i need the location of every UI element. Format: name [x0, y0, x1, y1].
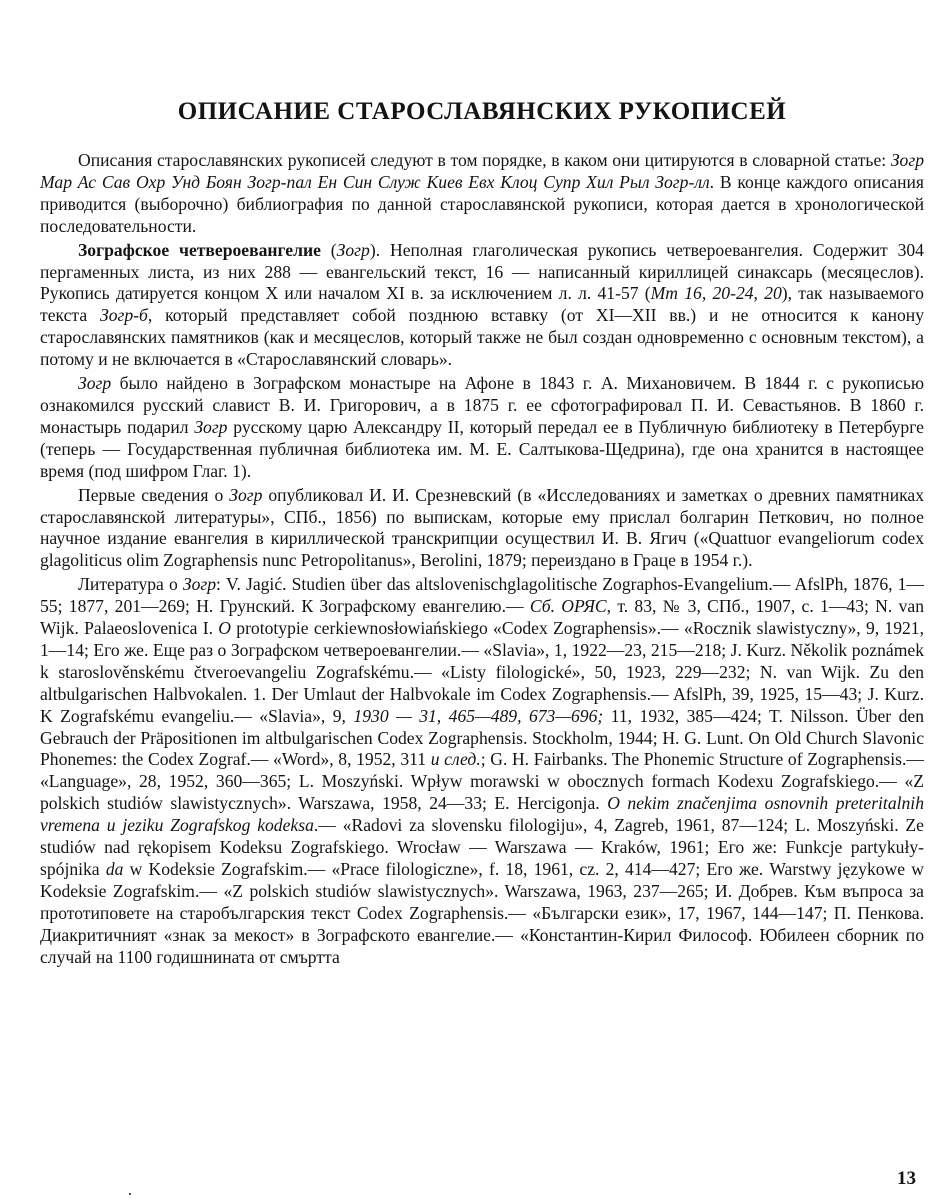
manuscript-abbreviation: Зогр: [78, 373, 112, 394]
zogr-description-paragraph: [40, 240, 924, 371]
bibliography-paragraph: [40, 574, 924, 968]
journal-title: Сб. ОРЯС: [529, 596, 607, 617]
manuscript-name: Зографское четвероевангелие: [78, 239, 321, 260]
zogr-history-paragraph: [40, 373, 924, 483]
manuscript-abbreviation: Зогр: [182, 574, 217, 595]
text-run: 11, 1932, 385—424; T. Nilsson. Über den Gebrauch der Präpositionen im altbulgarischen Codex Zographensis. Stockholm, 1944; H. G. Lunt. On Old Church Slavonic Phonemes: the Codex Zograf.— «Word», 8, 1952, 311: [40, 705, 925, 770]
italic-run: 1930 — 31, 465—489, 673—696;: [353, 705, 604, 726]
text-run: Литература о: [78, 574, 183, 595]
manuscript-abbreviation: Зогр-б: [99, 305, 148, 326]
text-run: было найдено в Зографском монастыре на Афоне в 1843 г. А. Михановичем. В 1844 г. с рукописью ознакомился русский славист В. И. Григорович, а в 1875 г. ее сфотографировал П. И. Севастьянов. В 1860 г. монастырь подарил: [40, 373, 924, 437]
manuscript-abbreviation: Зогр: [194, 416, 228, 437]
manuscript-abbreviation: Зогр: [336, 239, 370, 260]
manuscript-abbreviation: Зогр: [229, 484, 263, 505]
text-run: : V. Jagić. Studien über das altslovenischglagolitische Zographos-Evangelium.— AfslPh, 1876, 1—55; 1877, 201—269; Н. Грунский. К Зографскому евангелию.—: [40, 574, 925, 617]
citation-ref: Мт 16, 20-24, 20: [650, 283, 782, 304]
text-run: w Kodeksie Zografskim.— «Prace filologiczne», f. 18, 1961, cz. 2, 414—427; Его же. Warstwy językowe w Kodeksie Zografskim.— «Z polskich studiów slawistycznych». Warszawa, 1963, 237—265; И. Добрев. Към въпроса за прототиповете на старобългарския текст Codex Zographensis.— «Български език», 17, 1967, 144—147; П. Пенкова. Диакритичният «знак за мекост» в Зографското евангелие.— «Константин-Кирил Философ. Юбилеен сборник по случай на 1100 годишнината от смъртта: [40, 859, 924, 967]
text-run: ), так называемого текста: [40, 283, 924, 326]
text-run: .— «Radovi za slovensku filologiju», 4, Zagreb, 1961, 87—124; L. Moszyński. Ze studiów nad rękopisem Kodeksu Zografskiego. Wrocław — Warszawa — Kraków, 1961; Его же: Funkcje partykuły-spójnika: [40, 815, 924, 879]
text-run: Первые сведения о: [78, 484, 230, 505]
text-run: русскому царю Александру II, который передал ее в Публичную библиотеку в Петербурге (теперь — Государственная публичная библиотека им. М. Е. Салтыкова-Щедрина), где она хранится в настоящее время (под шифром Глаг. 1).: [40, 416, 924, 481]
italic-run: da: [105, 859, 124, 879]
text-run: . В конце каждого описания приводится (выборочно) библиография по данной старославянской рукописи, которая дается в хронологической последовательности.: [40, 171, 925, 236]
page-title: ОПИСАНИЕ СТАРОСЛАВЯНСКИХ РУКОПИСЕЙ: [177, 98, 787, 125]
text-run: ; G. H. Fairbanks. The Phonemic Structure of Zographensis.— «Language», 28, 1952, 360—365; L. Moszyński. Wpływ morawski w obocznych formach Kodexu Zografskiego.— «Z polskich studiów slawistycznych». Warszawa, 1958, 24—33; E. Hercigonja.: [40, 749, 924, 814]
text-run: , т. 83, № 3, СПб., 1907, с. 1—43; N. van Wijk. Palaeoslovenica I.: [40, 596, 924, 639]
italic-run: и след.: [430, 749, 481, 770]
text-run: опубликовал И. И. Срезневский (в «Исследованиях и заметках о древних памятниках старославянской литературы», СПб., 1856) по выпискам, которые ему прислал болгарин Петкович, но полное научное издание евангелия в кириллической транскрипции осуществил И. В. Ягич («Quattuor evangeliorum codex glagoliticus olim Zographensis nunc Petropolitanus», Berolini, 1879; переиздано в Граце в 1954 г.).: [40, 484, 924, 571]
text-run: ). Неполная глаголическая рукопись четвероевангелия. Содержит 304 пергаменных листа, из них 288 — евангельский текст, 16 — написанный кириллицей синаксарь (месяцеслов). Рукопись датируется концом X или началом XI в. за исключением л. л. 41-57 (: [40, 239, 924, 304]
italic-run: O: [218, 618, 231, 639]
text-run: Описания старославянских рукописей следуют в том порядке, в каком они цитируются в словарной статье:: [78, 150, 891, 170]
document-page: [40, 96, 924, 971]
manuscript-abbreviations: Зогр Мар Ас Сав Охр Унд Боян Зогр-пал Ен Син Служ Киев Евх Клоц Супр Хил Рыл Зогр-лл: [40, 150, 924, 192]
text-run: , который представляет собой позднюю вставку (от XI—XII вв.) и не относится к канону старославянских памятников (как и месяцеслов, который также не был создан одновременно с основным текстом), а потому и не включается в «Старославянский словарь».: [40, 305, 925, 370]
article-title: O nekim značenjima osnovnih preteritalnih vremena u jeziku Zografskog kodeksa: [40, 793, 924, 836]
text-run: (: [320, 239, 337, 260]
scan-speck: [129, 1193, 131, 1195]
intro-paragraph: [40, 150, 924, 238]
zogr-editions-paragraph: [40, 485, 924, 573]
text-run: protot​ypie cerkiewnosłowiańskiego «Codex Zographensis».— «Rocznik slawistyczny», 9, 1921, 1—14; Его же. Еще раз о Зографском четвероевангелии.— «Slavia», 1, 1922—23, 215—218; J. Kurz. Několik poznámek k staroslověnskému čtveroevangeliu Zografskému.— «Listy filologické», 50, 1923, 229—232; N. van Wijk. Zu den altbulgarischen Halbvokalen. 1. Der Umlaut der Halbvokale im Codex Zographensis.— AfslPh, 39, 1925, 15—43; J. Kurz. K Zografskému evangeliu.— «Slavia», 9,: [40, 618, 924, 726]
page-number: 13: [897, 1168, 916, 1189]
